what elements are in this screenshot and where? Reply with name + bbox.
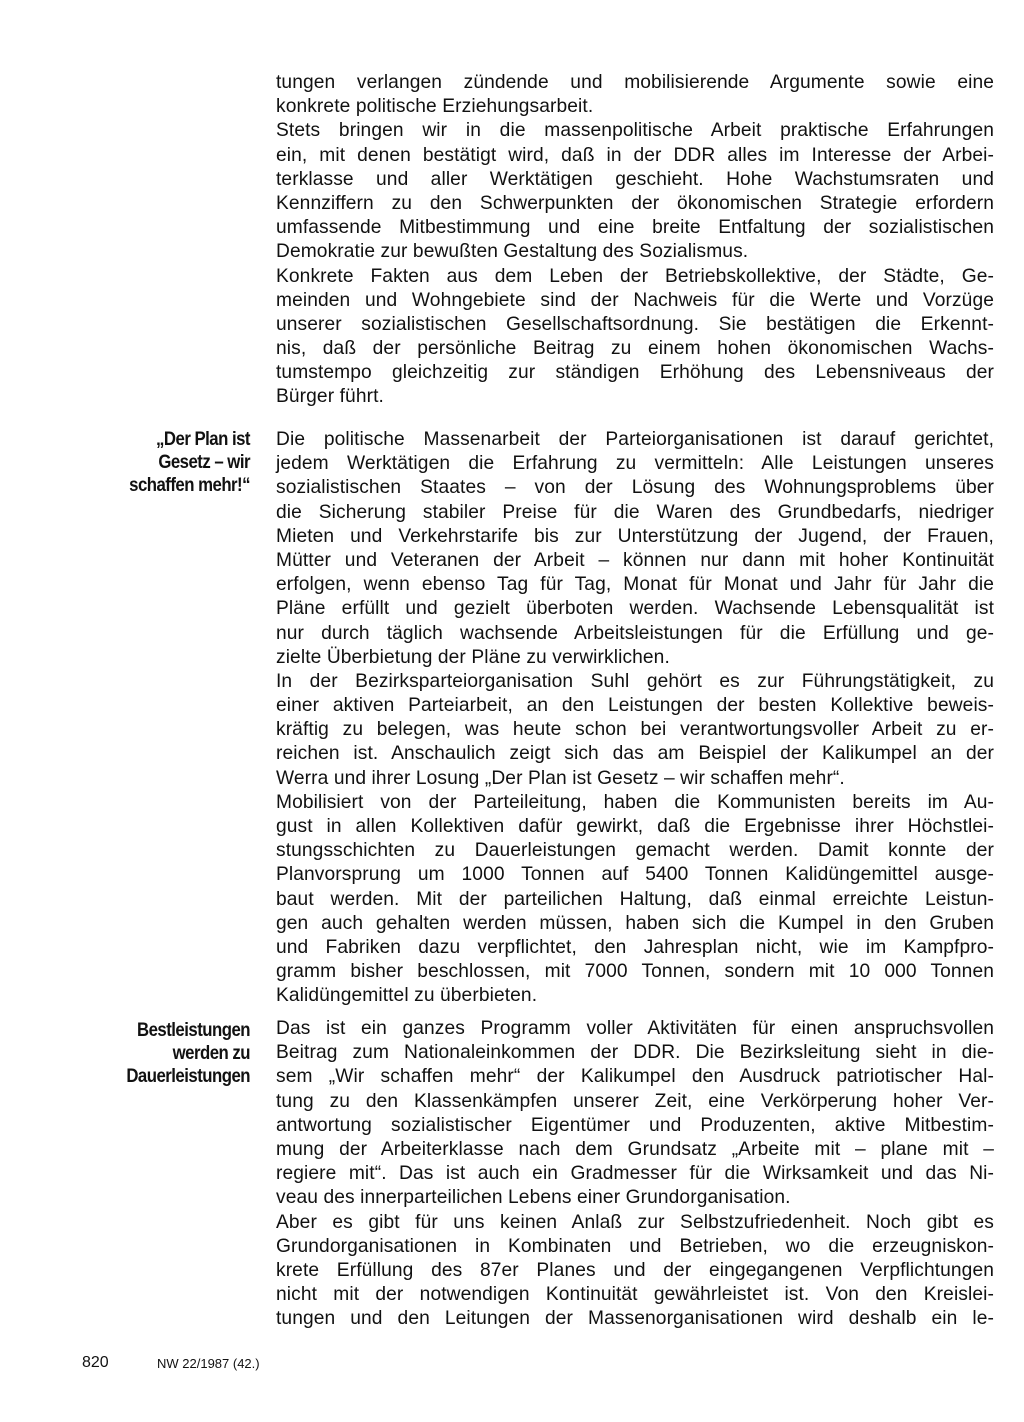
text-line: gramm bisher beschlossen, mit 7000 Tonnen, sondern mit 10 000 Tonnen [276, 961, 994, 983]
text-line: Stets bringen wir in die massenpolitische Arbeit praktische Erfahrungen [276, 120, 994, 142]
text-line: Demokratie zur bewußten Gestaltung des Sozialismus. [276, 241, 749, 263]
heading-line: werden zu [172, 1042, 250, 1064]
text-line: stungsschichten zu Dauerleistungen gemacht werden. Damit konnte der [276, 840, 994, 862]
text-line: die Sicherung stabiler Preise für die Waren des Grundbedarfs, niedriger [276, 501, 994, 523]
text-line: Konkrete Fakten aus dem Leben der Betriebskollektive, der Städte, Ge- [276, 265, 994, 287]
section-bestleistungen-body [276, 1017, 994, 1331]
text-line: nis, daß der persönliche Beitrag zu einem hohen ökonomischen Wachs- [276, 338, 994, 360]
side-heading-bestleistungen [95, 1019, 250, 1088]
text-line: baut werden. Mit der parteilichen Haltung, daß einmal erreichte Leistun- [276, 888, 994, 910]
text-line: tungen verlangen zündende und mobilisierende Argumente sowie eine [276, 72, 994, 93]
text-line: Beitrag zum Nationaleinkommen der DDR. Die Bezirksleitung sieht in die- [276, 1042, 994, 1064]
text-line: nur durch täglich wachsende Arbeitsleistungen für die Erfüllung und ge- [276, 622, 994, 644]
text-line: Planvorsprung um 1000 Tonnen auf 5400 Tonnen Kalidüngemittel ausge- [276, 864, 994, 886]
text-line: In der Bezirksparteiorganisation Suhl gehört es zur Führungstätigkeit, zu [276, 670, 994, 692]
text-line: nicht mit der notwendigen Kontinuität gewährleistet ist. Von den Kreislei- [276, 1284, 994, 1306]
text-line: ein, mit denen bestätigt wird, daß in der DDR alles im Interesse der Arbei- [276, 144, 994, 166]
heading-line: „Der Plan ist [156, 428, 250, 450]
text-line: gen auch gehalten werden müssen, haben sich die Kumpel in den Gruben [276, 912, 994, 934]
text-line: erfolgen, wenn ebenso Tag für Tag, Monat für Monat und Jahr für Jahr die [276, 574, 994, 596]
heading-line: schaffen mehr!“ [129, 474, 250, 496]
text-line: gust in allen Kollektiven dafür gewirkt, daß die Ergebnisse ihrer Höchstlei- [276, 816, 994, 837]
text-line: antwortung sozialistischer Eigentümer und Produzenten, aktive Mitbestim- [276, 1114, 994, 1136]
intro-paragraphs [276, 71, 994, 410]
text-line: Die politische Massenarbeit der Parteiorganisationen ist darauf gerichtet, [276, 429, 994, 450]
text-line: Mieten und Verkehrstarife bis zur Unterstützung der Jugend, der Frauen, [276, 525, 994, 547]
text-line: tung zu den Klassenkämpfen unserer Zeit, eine Verkörperung hoher Ver- [276, 1090, 994, 1112]
text-line: reichen ist. Anschaulich zeigt sich das am Beispiel der Kalikumpel an der [276, 743, 994, 765]
text-line: meinden und Wohngebiete sind der Nachweis für die Werte und Vorzüge [276, 289, 994, 311]
text-line: umfassende Mitbestimmung und eine breite Entfaltung der sozialistischen [276, 217, 994, 239]
text-line: unserer sozialistischen Gesellschaftsordnung. Sie bestätigen die Erkennt- [276, 313, 994, 335]
heading-line: Bestleistungen [137, 1019, 250, 1041]
text-line: sem „Wir schaffen mehr“ der Kalikumpel den Ausdruck patriotischer Hal- [276, 1066, 994, 1088]
text-line: Grundorganisationen in Kombinaten und Betrieben, wo die erzeugniskon- [276, 1235, 994, 1257]
text-line: tumstempo gleichzeitig zur ständigen Erhöhung des Lebensniveaus der [276, 362, 994, 384]
text-line: regiere mit“. Das ist auch ein Gradmesser für die Wirksamkeit und das Ni- [276, 1163, 994, 1185]
text-line: tungen und den Leitungen der Massenorganisationen wird deshalb ein le- [276, 1308, 994, 1330]
page-number: 820 [82, 1354, 109, 1371]
text-line: jedem Werktätigen die Erfahrung zu vermitteln: Alle Leistungen unseres [276, 453, 994, 475]
text-line: veau des innerparteilichen Lebens einer Grundorganisation. [276, 1187, 791, 1209]
side-heading-plan-ist-gesetz [95, 428, 250, 497]
text-line: terklasse und aller Werktätigen geschieht. Hohe Wachstumsraten und [276, 168, 994, 190]
text-line: Mütter und Veteranen der Arbeit – können nur dann mit hoher Kontinuität [276, 549, 994, 571]
text-line: Bürger führt. [276, 386, 384, 408]
text-line: Pläne erfüllt und gezielt überboten werden. Wachsende Lebensqualität ist [276, 598, 994, 620]
text-line: einer aktiven Parteiarbeit, an den Leistungen der besten Kollektive beweis- [276, 695, 994, 717]
text-line: kräftig zu belegen, was heute schon bei verantwortungsvoller Arbeit zu er- [276, 719, 994, 741]
text-line: Kennziffern zu den Schwerpunkten der ökonomischen Strategie erfordern [276, 192, 994, 214]
text-line: Kalidüngemittel zu überbieten. [276, 985, 538, 1007]
text-line: mung der Arbeiterklasse nach dem Grundsatz „Arbeite mit – plane mit – [276, 1138, 994, 1160]
text-line: Das ist ein ganzes Programm voller Aktivitäten für einen anspruchsvollen [276, 1018, 994, 1039]
text-line: krete Erfüllung des 87er Planes und der eingegangenen Verpflichtungen [276, 1259, 994, 1281]
text-line: Werra und ihrer Losung „Der Plan ist Gesetz – wir schaffen mehr“. [276, 767, 845, 789]
heading-line: Gesetz – wir [158, 451, 250, 473]
text-line: konkrete politische Erziehungsarbeit. [276, 96, 594, 118]
issue-reference: NW 22/1987 (42.) [157, 1356, 260, 1371]
text-line: sozialistischen Staates – von der Lösung des Wohnungsproblems über [276, 477, 994, 499]
heading-line: Dauerleistungen [126, 1065, 250, 1087]
text-line: zielte Überbietung der Pläne zu verwirklichen. [276, 646, 670, 668]
section-plan-ist-gesetz-body [276, 428, 994, 1009]
text-line: Mobilisiert von der Parteileitung, haben die Kommunisten bereits im Au- [276, 791, 994, 813]
text-line: und Fabriken dazu verpflichtet, den Jahresplan nicht, wie im Kampfpro- [276, 936, 994, 958]
text-line: Aber es gibt für uns keinen Anlaß zur Selbstzufriedenheit. Noch gibt es [276, 1211, 994, 1233]
